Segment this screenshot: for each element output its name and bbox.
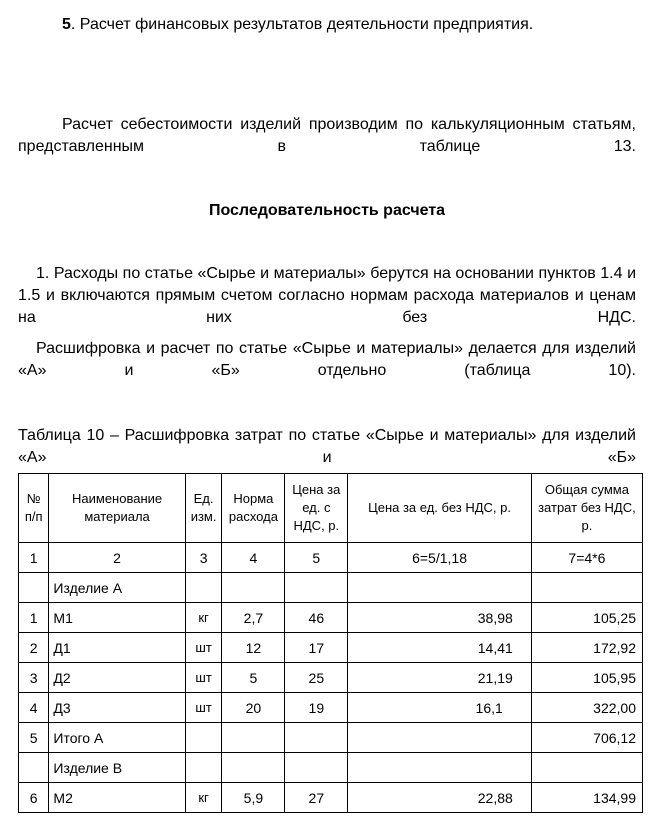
row-name: Д1: [49, 633, 185, 663]
row-num: 2: [19, 633, 49, 663]
row-norm: 12: [222, 633, 285, 663]
table-cell: [185, 573, 222, 603]
subheading-text: Последовательность расчета: [208, 202, 446, 219]
index-row: [19, 543, 643, 573]
table-cell: 7=4*6: [531, 543, 642, 573]
row-price-vat: 19: [285, 693, 348, 723]
table-cell: 3: [185, 543, 222, 573]
table-cell: 6=5/1,18: [348, 543, 532, 573]
row-unit: кг: [185, 783, 222, 813]
table-row: [19, 783, 643, 813]
paragraph-1-text: 1. Расходы по статье «Сырье и материалы» берутся на основании пунктов 1.4 и 1.5 и включаются прямым счетом согласно нормам расхода материалов и ценам на них без НДС.: [18, 265, 636, 326]
paragraph-1: [18, 263, 636, 329]
row-total: 322,00: [531, 693, 642, 723]
row-price-novat: 16,1: [348, 693, 532, 723]
header-name: Наименование материала: [49, 474, 185, 543]
total-row-a: [19, 723, 643, 753]
table-row: [19, 603, 643, 633]
table-cell: [348, 753, 532, 783]
table-cell: 2: [49, 543, 185, 573]
row-unit: кг: [185, 603, 222, 633]
row-unit: шт: [185, 633, 222, 663]
row-unit: шт: [185, 693, 222, 723]
group-label-b: Изделие В: [49, 753, 185, 783]
row-price-novat: 38,98: [348, 603, 532, 633]
table-cell: 5: [285, 543, 348, 573]
row-norm: 2,7: [222, 603, 285, 633]
row-name: М1: [49, 603, 185, 633]
row-num: 1: [19, 603, 49, 633]
intro-text: Расчет себестоимости изделий производим по калькуляционным статьям, представленным в таблице 13.: [18, 116, 636, 155]
row-total: 134,99: [531, 783, 642, 813]
table-cell: [348, 573, 532, 603]
row-num: 4: [19, 693, 49, 723]
table-cell: [285, 573, 348, 603]
header-num: № п/п: [19, 474, 49, 543]
paragraph-2-text: Расшифровка и расчет по статье «Сырье и материалы» делается для изделий «А» и «Б» отдельно (таблица 10).: [18, 340, 636, 379]
table-cell: [285, 723, 348, 753]
group-row-a: [19, 573, 643, 603]
table-cell: [19, 573, 49, 603]
total-value-a: 706,12: [531, 723, 642, 753]
materials-table: [18, 473, 643, 813]
header-unit: Ед. изм.: [185, 474, 222, 543]
row-price-novat: 22,88: [348, 783, 532, 813]
header-price-vat: Цена за ед. с НДС, р.: [285, 474, 348, 543]
row-norm: 20: [222, 693, 285, 723]
table-row: [19, 693, 643, 723]
header-norm: Норма расхода: [222, 474, 285, 543]
row-total: 172,92: [531, 633, 642, 663]
paragraph-2: [18, 338, 636, 382]
table-cell: [531, 753, 642, 783]
subheading: [18, 200, 636, 222]
row-name: Д2: [49, 663, 185, 693]
group-row-b: [19, 753, 643, 783]
table-cell: [348, 723, 532, 753]
row-name: М2: [49, 783, 185, 813]
row-num: 6: [19, 783, 49, 813]
table-cell: [222, 573, 285, 603]
table-cell: [19, 753, 49, 783]
intro-paragraph: [18, 114, 636, 158]
table-cell: [185, 753, 222, 783]
table-cell: [222, 753, 285, 783]
row-price-vat: 46: [285, 603, 348, 633]
row-num: 5: [19, 723, 49, 753]
section-number: 5: [62, 16, 71, 33]
table-header-row: [19, 474, 643, 543]
row-norm: 5: [222, 663, 285, 693]
section-heading: [62, 14, 636, 36]
table-caption: [18, 425, 636, 469]
table-row: [19, 663, 643, 693]
table-cell: 1: [19, 543, 49, 573]
header-total: Общая сумма затрат без НДС, р.: [531, 474, 642, 543]
group-label-a: Изделие А: [49, 573, 185, 603]
row-name: Д3: [49, 693, 185, 723]
table-cell: [185, 723, 222, 753]
row-total: 105,25: [531, 603, 642, 633]
total-label-a: Итого А: [49, 723, 185, 753]
table-caption-text: Таблица 10 – Расшифровка затрат по статье «Сырье и материалы» для изделий «А» и «Б»: [18, 427, 636, 466]
table-cell: [222, 723, 285, 753]
row-num: 3: [19, 663, 49, 693]
row-price-vat: 27: [285, 783, 348, 813]
table-cell: [285, 753, 348, 783]
row-price-vat: 17: [285, 633, 348, 663]
row-unit: шт: [185, 663, 222, 693]
section-title: . Расчет финансовых результатов деятельности предприятия.: [70, 16, 534, 33]
row-norm: 5,9: [222, 783, 285, 813]
table-row: [19, 633, 643, 663]
table-cell: [531, 573, 642, 603]
row-price-novat: 21,19: [348, 663, 532, 693]
table-cell: 4: [222, 543, 285, 573]
header-price-novat: Цена за ед. без НДС, р.: [348, 474, 532, 543]
row-price-vat: 25: [285, 663, 348, 693]
row-price-novat: 14,41: [348, 633, 532, 663]
row-total: 105,95: [531, 663, 642, 693]
